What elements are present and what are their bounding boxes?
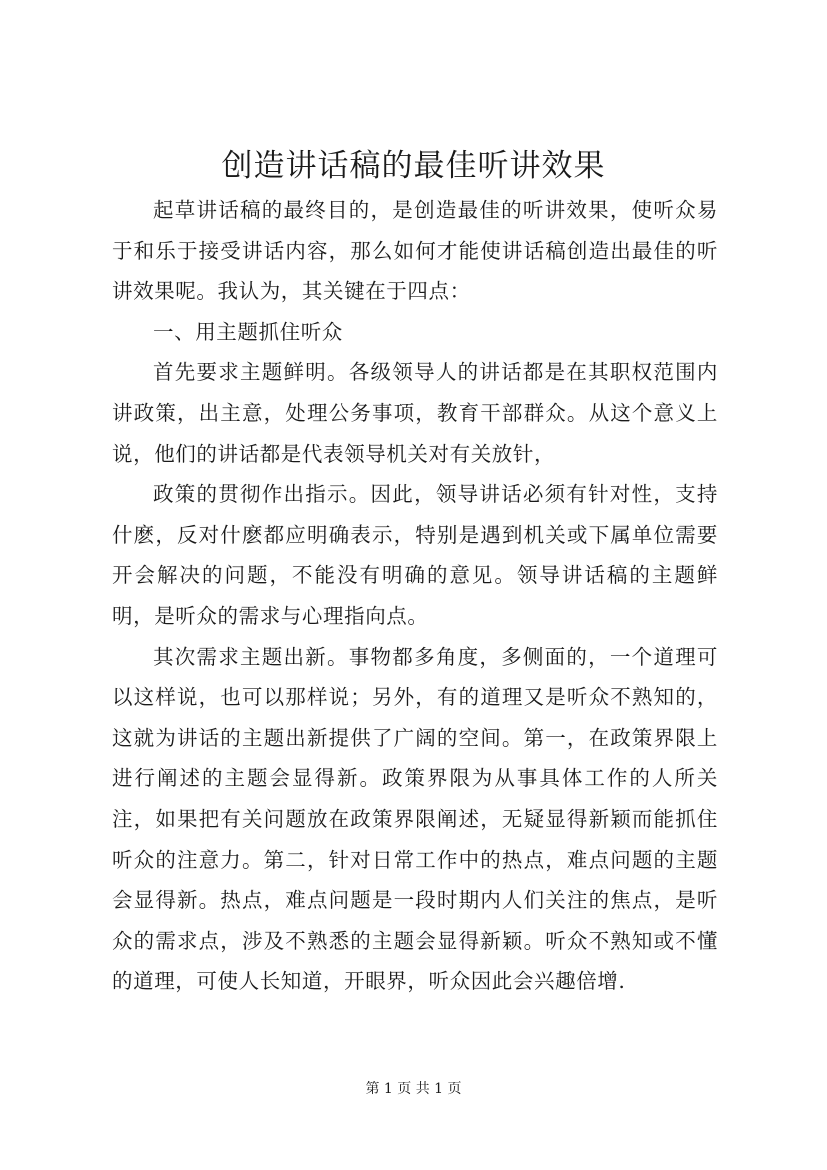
paragraph-theme-clear: 首先要求主题鲜明。各级领导人的讲话都是在其职权范围内讲政策，出主意，处理公务事项，教育干部群众。从这个意义上说，他们的讲话都是代表领导机关对有关放针， [112, 360, 718, 466]
document-title: 创造讲话稿的最佳听讲效果 [221, 148, 606, 184]
section-heading-1: 一、用主题抓住听众 [153, 319, 343, 344]
paragraph-theme-new: 其次需求主题出新。事物都多角度，多侧面的，一个道理可以这样说，也可以那样说；另外，有的道理又是听众不熟知的，这就为讲话的主题出新提供了广阔的空间。第一，在政策界限上进行阐述的主题会显得新。政策界限为从事具体工作的人所关注，如果把有关问题放在政策界限阐述，无疑显得新颖而能抓住听众的注意力。第二，针对日常工作中的热点，难点问题的主题会显得新。热点，难点问题是一段时期内人们关注的焦点，是听众的需求点，涉及不熟悉的主题会显得新颖。听众不熟知或不懂的道理，可使人长知道，开眼界，听众因此会兴趣倍增. [112, 644, 718, 994]
paragraph-intro: 起草讲话稿的最终目的，是创造最佳的听讲效果，使听众易于和乐于接受讲话内容，那么如何才能使讲话稿创造出最佳的听讲效果呢。我认为，其关键在于四点： [112, 198, 718, 304]
page-footer: 第 1 页 共 1 页 [365, 1081, 462, 1097]
paragraph-policy: 政策的贯彻作出指示。因此，领导讲话必须有针对性，支持什麽，反对什麽都应明确表示，特别是遇到机关或下属单位需要开会解决的问题，不能没有明确的意见。领导讲话稿的主题鲜明，是听众的需求与心理指向点。 [112, 482, 718, 628]
document-body [112, 190, 718, 1002]
